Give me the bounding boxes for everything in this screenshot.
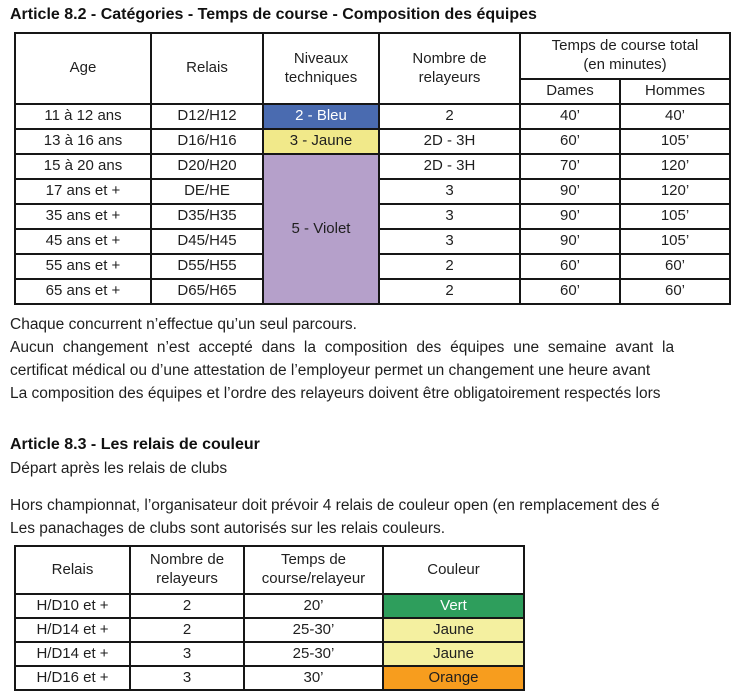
cell-niveau-merged: 5 - Violet — [263, 154, 379, 304]
cell-couleur: Jaune — [383, 642, 524, 666]
cell-hommes: 120’ — [620, 179, 730, 204]
header-temps-line1: Temps de course total — [551, 37, 699, 55]
cell-temps: 30’ — [244, 666, 383, 690]
categories-table — [14, 32, 731, 305]
header-relais: Relais — [151, 33, 263, 104]
header-niveaux-line2: techniques — [284, 68, 358, 86]
cell-age: 55 ans et + — [15, 254, 151, 279]
paragraph-line: Hors championnat, l’organisateur doit prévoir 4 relais de couleur open (en remplacement des é — [10, 497, 660, 514]
cell-nombre: 2D - 3H — [379, 129, 520, 154]
paragraph-line: La composition des équipes et l’ordre des relayeurs doivent être obligatoirement respectés lors — [10, 385, 661, 402]
paragraph-line: certificat médical ou d’une attestation de l’employeur permet un changement une heure avant — [10, 362, 651, 379]
cell-relais: D16/H16 — [151, 129, 263, 154]
cell-dames: 90’ — [520, 229, 620, 254]
cell-age: 65 ans et + — [15, 279, 151, 304]
header-age: Age — [15, 33, 151, 104]
table-row — [15, 618, 524, 642]
cell-nombre: 3 — [379, 229, 520, 254]
cell-relais: H/D16 et + — [15, 666, 130, 690]
cell-temps: 25-30’ — [244, 618, 383, 642]
cell-relais: DE/HE — [151, 179, 263, 204]
article-8-3-heading: Article 8.3 - Les relais de couleur — [10, 436, 260, 453]
cell-dames: 40’ — [520, 104, 620, 129]
cell-nombre: 2 — [379, 254, 520, 279]
cell-temps: 20’ — [244, 594, 383, 618]
cell-nombre: 2 — [379, 104, 520, 129]
cell-relais: D20/H20 — [151, 154, 263, 179]
header-nombre-line1: Nombre de — [412, 49, 487, 67]
relais-couleur-table — [14, 545, 525, 691]
cell-niveau: 3 - Jaune — [263, 129, 379, 154]
table-row — [15, 154, 730, 179]
cell-dames: 90’ — [520, 179, 620, 204]
paragraph-line: Chaque concurrent n’effectue qu’un seul parcours. — [10, 316, 357, 333]
cell-hommes: 105’ — [620, 129, 730, 154]
cell-couleur: Vert — [383, 594, 524, 618]
cell-hommes: 105’ — [620, 229, 730, 254]
cell-relais: D45/H45 — [151, 229, 263, 254]
cell-age: 45 ans et + — [15, 229, 151, 254]
table-row — [15, 129, 730, 154]
table-row — [15, 594, 524, 618]
cell-niveau: 2 - Bleu — [263, 104, 379, 129]
header-hommes: Hommes — [620, 79, 730, 104]
cell-age: 13 à 16 ans — [15, 129, 151, 154]
cell-nombre: 3 — [130, 642, 244, 666]
cell-relais: H/D14 et + — [15, 618, 130, 642]
cell-relais: D65/H65 — [151, 279, 263, 304]
cell-relais: H/D14 et + — [15, 642, 130, 666]
paragraph-line: Départ après les relais de clubs — [10, 460, 228, 477]
cell-age: 11 à 12 ans — [15, 104, 151, 129]
cell-nombre: 3 — [379, 204, 520, 229]
header-relais: Relais — [15, 546, 130, 594]
table-row — [15, 642, 524, 666]
paragraph-line: Aucun changement n’est accepté dans la composition des équipes une semaine avant la — [10, 339, 675, 356]
paragraph-line: Les panachages de clubs sont autorisés sur les relais couleurs. — [10, 520, 446, 537]
cell-age: 17 ans et + — [15, 179, 151, 204]
cell-hommes: 120’ — [620, 154, 730, 179]
header-temps-group — [520, 33, 730, 79]
cell-relais: H/D10 et + — [15, 594, 130, 618]
header-temps-line2: course/relayeur — [261, 570, 366, 587]
cell-dames: 60’ — [520, 129, 620, 154]
article-8-2-heading: Article 8.2 - Catégories - Temps de course - Composition des équipes — [10, 6, 537, 23]
cell-age: 15 à 20 ans — [15, 154, 151, 179]
table-row — [15, 104, 730, 129]
header-nombre-line2: relayeurs — [418, 68, 481, 86]
table-row — [15, 666, 524, 690]
cell-temps: 25-30’ — [244, 642, 383, 666]
table-header-row — [15, 33, 730, 79]
cell-couleur: Orange — [383, 666, 524, 690]
header-nombre — [379, 33, 520, 104]
header-temps — [244, 546, 383, 594]
cell-hommes: 60’ — [620, 254, 730, 279]
header-temps-line2: (en minutes) — [583, 56, 667, 73]
cell-relais: D35/H35 — [151, 204, 263, 229]
cell-nombre: 2 — [130, 618, 244, 642]
header-niveaux — [263, 33, 379, 104]
cell-dames: 90’ — [520, 204, 620, 229]
cell-age: 35 ans et + — [15, 204, 151, 229]
table-header-row — [15, 546, 524, 594]
header-temps-line1: Temps de — [280, 551, 347, 569]
cell-hommes: 105’ — [620, 204, 730, 229]
cell-hommes: 60’ — [620, 279, 730, 304]
header-nombre-line2: relayeurs — [156, 570, 218, 587]
cell-dames: 60’ — [520, 279, 620, 304]
header-niveaux-line1: Niveaux — [293, 49, 349, 67]
cell-nombre: 3 — [379, 179, 520, 204]
header-nombre-line1: Nombre de — [149, 551, 225, 569]
cell-couleur: Jaune — [383, 618, 524, 642]
cell-nombre: 2 — [130, 594, 244, 618]
cell-relais: D12/H12 — [151, 104, 263, 129]
cell-relais: D55/H55 — [151, 254, 263, 279]
cell-dames: 70’ — [520, 154, 620, 179]
cell-nombre: 3 — [130, 666, 244, 690]
cell-dames: 60’ — [520, 254, 620, 279]
cell-nombre: 2 — [379, 279, 520, 304]
header-couleur: Couleur — [383, 546, 524, 594]
cell-nombre: 2D - 3H — [379, 154, 520, 179]
header-dames: Dames — [520, 79, 620, 104]
cell-hommes: 40’ — [620, 104, 730, 129]
header-nombre — [130, 546, 244, 594]
